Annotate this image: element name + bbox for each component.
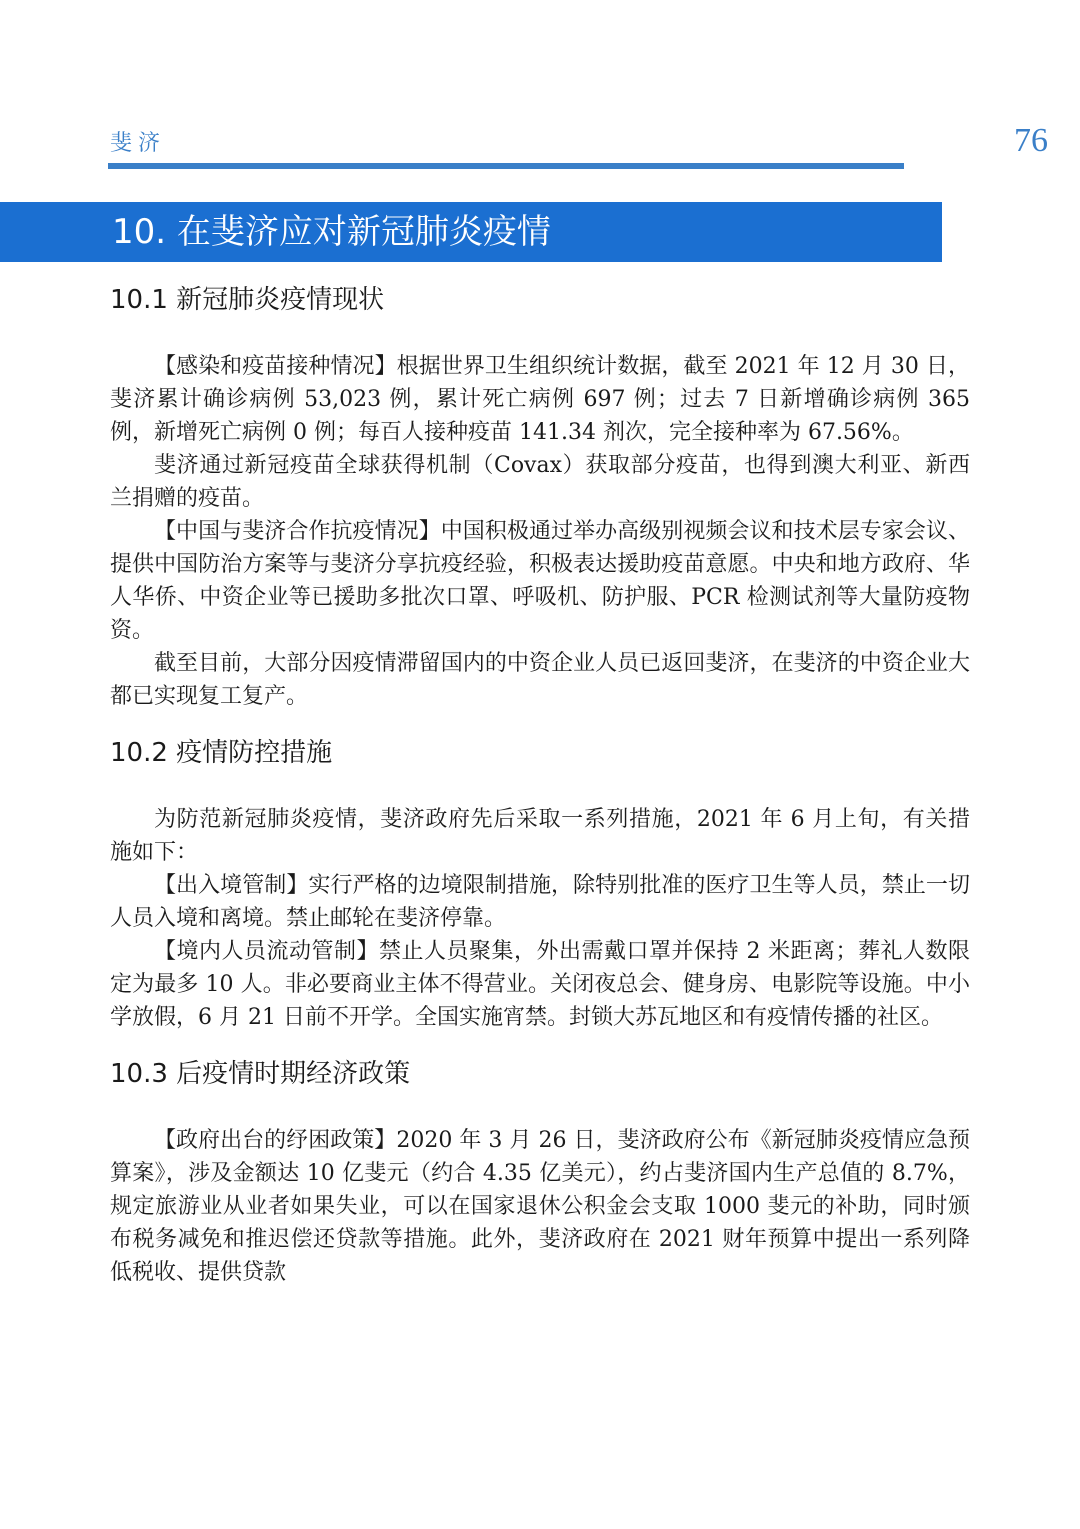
section-body — [110, 803, 970, 1034]
paragraph — [110, 803, 970, 869]
paragraph-text: 中国积极通过举办高级别视频会议和技术层专家会议、提供中国防治方案等与斐济分享抗疫经验，积极表达援助疫苗意愿。中央和地方政府、华人华侨、中资企业等已援助多批次口罩、呼吸机、防护服、PCR 检测试剂等大量防疫物资。 — [110, 519, 970, 643]
section-heading: 10.1 新冠肺炎疫情现状 — [110, 285, 385, 315]
page-content — [110, 280, 970, 1289]
paragraph-text: 截至目前，大部分因疫情滞留国内的中资企业人员已返回斐济，在斐济的中资企业大都已实现复工复产。 — [110, 651, 970, 709]
paragraph-label: 【境内人员流动管制】 — [154, 939, 379, 964]
paragraph — [110, 449, 970, 515]
section-10-2 — [110, 733, 970, 1034]
section-10-1 — [110, 280, 970, 713]
paragraph-text: 根据世界卫生组织统计数据，截至 2021 年 12 月 30 日，斐济累计确诊病例 53,023 例，累计死亡病例 697 例；过去 7 日新增确诊病例 365 例，新增死亡病例 0 例；每百人接种疫苗 141.34 剂次，完全接种率为 67.56%。 — [110, 354, 970, 445]
paragraph — [110, 647, 970, 713]
section-body — [110, 1124, 970, 1289]
paragraph-text: 为防范新冠肺炎疫情，斐济政府先后采取一系列措施，2021 年 6 月上旬，有关措施如下： — [110, 807, 970, 865]
paragraph-text: 斐济通过新冠疫苗全球获得机制（Covax）获取部分疫苗，也得到澳大利亚、新西兰捐赠的疫苗。 — [110, 453, 970, 511]
paragraph — [110, 1124, 970, 1289]
paragraph-label: 【出入境管制】 — [154, 873, 309, 898]
section-heading: 10.2 疫情防控措施 — [110, 738, 333, 768]
chapter-banner — [0, 202, 942, 262]
paragraph — [110, 869, 970, 935]
section-heading: 10.3 后疫情时期经济政策 — [110, 1059, 411, 1089]
header-rule — [108, 163, 904, 169]
chapter-title: 10. 在斐济应对新冠肺炎疫情 — [112, 212, 551, 252]
paragraph — [110, 350, 970, 449]
paragraph — [110, 935, 970, 1034]
paragraph-label: 【中国与斐济合作抗疫情况】 — [154, 519, 441, 544]
paragraph-label: 【政府出台的纾困政策】 — [154, 1128, 397, 1153]
running-head-title: 斐济 — [110, 131, 167, 156]
section-10-3 — [110, 1054, 970, 1289]
paragraph-text: 禁止人员聚集，外出需戴口罩并保持 2 米距离；葬礼人数限定为最多 10 人。非必要商业主体不得营业。关闭夜总会、健身房、电影院等设施。中小学放假，6 月 21 日前不开学。全国实施宵禁。封锁大苏瓦地区和有疫情传播的社区。 — [110, 939, 970, 1030]
paragraph-text: 实行严格的边境限制措施，除特别批准的医疗卫生等人员，禁止一切人员入境和离境。禁止邮轮在斐济停靠。 — [110, 873, 970, 931]
section-body — [110, 350, 970, 713]
paragraph — [110, 515, 970, 647]
paragraph-text: 2020 年 3 月 26 日，斐济政府公布《新冠肺炎疫情应急预算案》，涉及金额达 10 亿斐元（约合 4.35 亿美元），约占斐济国内生产总值的 8.7%，规定旅游业从业者如果失业，可以在国家退休公积金会支取 1000 斐元的补助，同时颁布税务减免和推迟偿还贷款等措施。此外，斐济政府在 2021 财年预算中提出一系列降低税收、提供贷款 — [110, 1128, 970, 1285]
paragraph-label: 【感染和疫苗接种情况】 — [154, 354, 397, 379]
page-number: 76 — [1014, 122, 1048, 159]
